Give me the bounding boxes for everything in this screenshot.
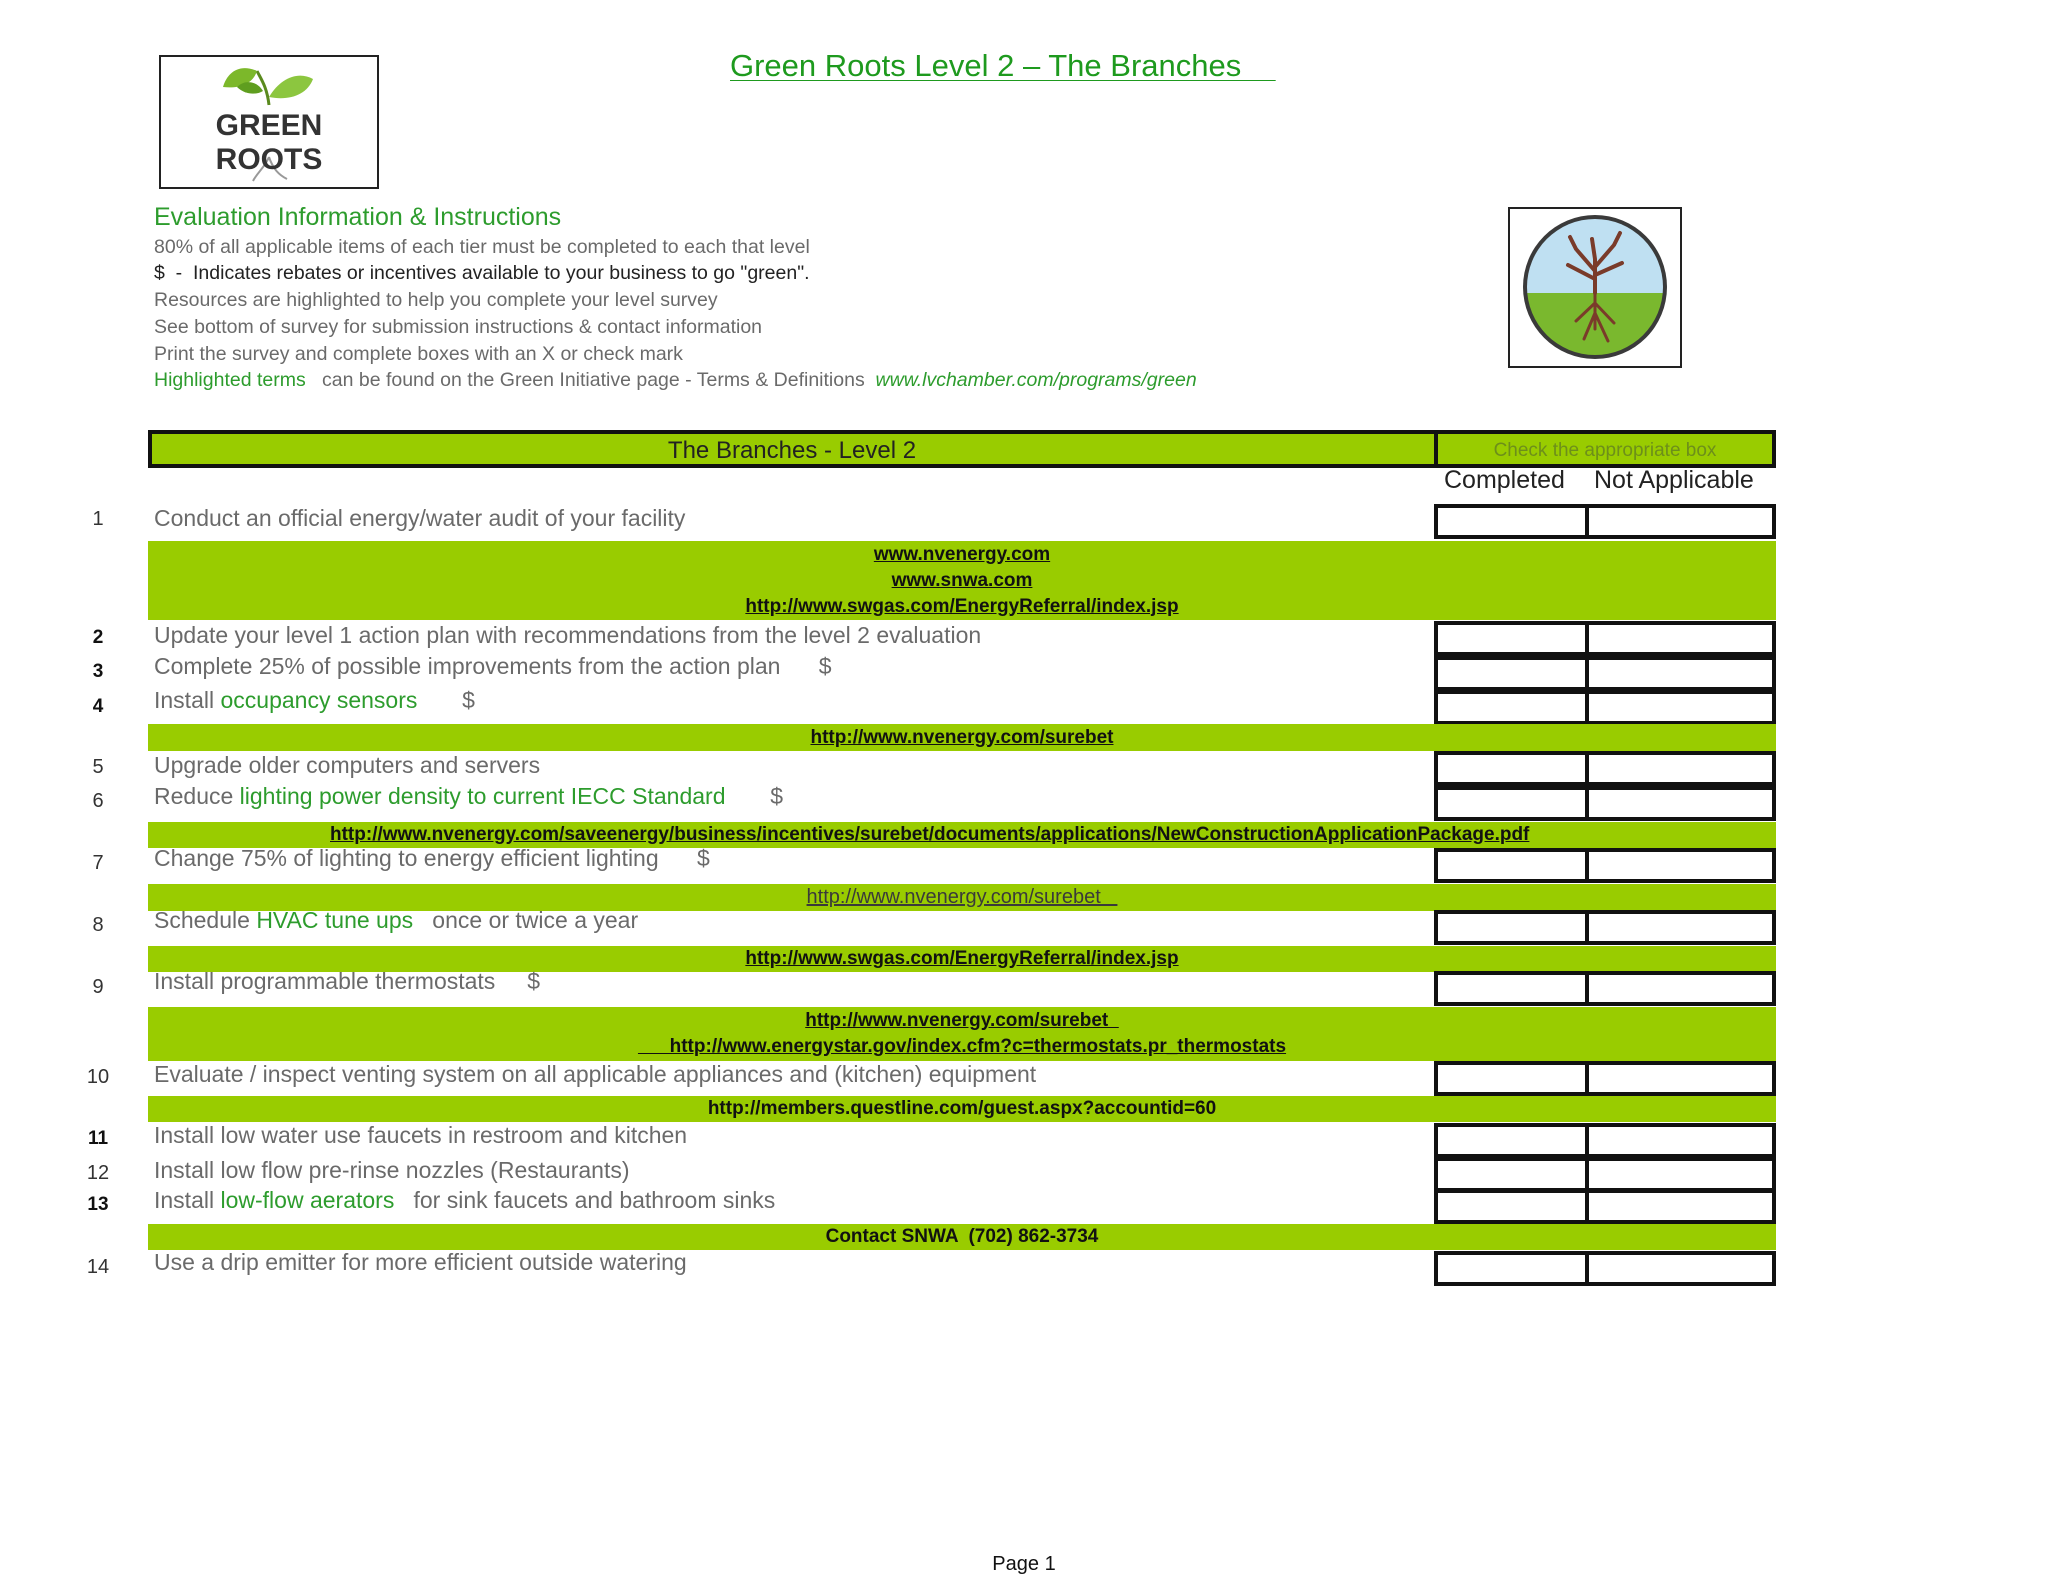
checkbox-pair bbox=[1434, 504, 1776, 539]
resource-link[interactable]: http://www.swgas.com/EnergyReferral/index.jsp bbox=[745, 948, 1179, 969]
completed-checkbox[interactable] bbox=[1434, 690, 1589, 725]
not-applicable-checkbox[interactable] bbox=[1585, 910, 1776, 945]
item-number: 13 bbox=[87, 1194, 109, 1215]
not-applicable-checkbox[interactable] bbox=[1585, 656, 1776, 691]
item-number: 9 bbox=[92, 976, 104, 998]
checklist-item: Install low-flow aerators for sink faucets and bathroom sinks bbox=[154, 1187, 776, 1213]
checklist-item: Install low water use faucets in restroom and kitchen bbox=[154, 1122, 688, 1148]
instruction-line: See bottom of survey for submission instructions & contact information bbox=[154, 316, 763, 338]
checkbox-pair bbox=[1434, 1157, 1776, 1192]
completed-checkbox[interactable] bbox=[1434, 1251, 1589, 1286]
not-applicable-checkbox[interactable] bbox=[1585, 848, 1776, 883]
item-number: 14 bbox=[86, 1256, 110, 1278]
checkbox-pair bbox=[1434, 910, 1776, 945]
not-applicable-checkbox[interactable] bbox=[1585, 751, 1776, 786]
checklist-item: Install programmable thermostats $ bbox=[154, 968, 541, 994]
completed-checkbox[interactable] bbox=[1434, 621, 1589, 656]
highlighted-term: occupancy sensors bbox=[220, 687, 418, 713]
green-roots-logo bbox=[159, 55, 379, 189]
item-number: 11 bbox=[87, 1128, 109, 1149]
checkbox-pair bbox=[1434, 848, 1776, 883]
item-number: 4 bbox=[92, 696, 104, 717]
completed-checkbox[interactable] bbox=[1434, 1189, 1589, 1224]
checkbox-pair bbox=[1434, 1251, 1776, 1286]
not-applicable-checkbox[interactable] bbox=[1585, 1123, 1776, 1158]
item-number: 7 bbox=[92, 852, 104, 874]
not-applicable-checkbox[interactable] bbox=[1585, 1061, 1776, 1096]
page-number: Page 1 bbox=[992, 1553, 1056, 1575]
instructions-heading: Evaluation Information & Instructions bbox=[154, 203, 562, 231]
not-applicable-checkbox[interactable] bbox=[1585, 1251, 1776, 1286]
completed-checkbox[interactable] bbox=[1434, 656, 1589, 691]
completed-checkbox[interactable] bbox=[1434, 1061, 1589, 1096]
instruction-text: can be found on the Green Initiative page - Terms & Definitions bbox=[305, 369, 876, 391]
not-applicable-checkbox[interactable] bbox=[1585, 971, 1776, 1006]
checkbox-pair bbox=[1434, 656, 1776, 691]
checklist-item: Upgrade older computers and servers bbox=[154, 752, 541, 778]
completed-checkbox[interactable] bbox=[1434, 910, 1589, 945]
item-number: 5 bbox=[92, 756, 104, 778]
table-title: The Branches - Level 2 bbox=[667, 437, 917, 464]
instruction-line: $ - Indicates rebates or incentives available to your business to go "green". bbox=[154, 262, 810, 284]
checklist-item: Schedule HVAC tune ups once or twice a year bbox=[154, 907, 639, 933]
instruction-line bbox=[154, 369, 1197, 392]
not-applicable-checkbox[interactable] bbox=[1585, 690, 1776, 725]
resource-links bbox=[148, 1096, 1776, 1122]
contact-band bbox=[148, 1224, 1776, 1250]
checklist-item: Conduct an official energy/water audit of your facility bbox=[154, 505, 686, 531]
resource-link[interactable]: http://www.energystar.gov/index.cfm?c=thermostats.pr_thermostats bbox=[637, 1036, 1287, 1057]
checkbox-pair bbox=[1434, 971, 1776, 1006]
completed-checkbox[interactable] bbox=[1434, 786, 1589, 821]
snwa-contact: Contact SNWA (702) 862-3734 bbox=[825, 1226, 1099, 1247]
checkbox-pair bbox=[1434, 690, 1776, 725]
checklist-item: Update your level 1 action plan with recommendations from the level 2 evaluation bbox=[154, 622, 982, 648]
checkbox-pair bbox=[1434, 1061, 1776, 1096]
completed-column-header: Completed bbox=[1444, 466, 1565, 494]
not-applicable-checkbox[interactable] bbox=[1585, 504, 1776, 539]
logo-text: GREEN ROOTS bbox=[215, 109, 323, 176]
checklist-item: Evaluate / inspect venting system on all applicable appliances and (kitchen) equipment bbox=[154, 1061, 1037, 1087]
item-number: 12 bbox=[86, 1162, 110, 1184]
completed-checkbox[interactable] bbox=[1434, 751, 1589, 786]
checkbox-pair bbox=[1434, 786, 1776, 821]
tree-emblem bbox=[1508, 207, 1682, 368]
resource-links bbox=[148, 541, 1776, 620]
item-number: 8 bbox=[92, 914, 104, 936]
highlighted-term: low-flow aerators bbox=[220, 1187, 395, 1213]
checkbox-pair bbox=[1434, 621, 1776, 656]
checklist-item: Complete 25% of possible improvements from the action plan $ bbox=[154, 653, 832, 679]
resource-link[interactable]: http://members.questline.com/guest.aspx?accountid=60 bbox=[707, 1098, 1217, 1119]
not-applicable-checkbox[interactable] bbox=[1585, 786, 1776, 821]
completed-checkbox[interactable] bbox=[1434, 1157, 1589, 1192]
tree-icon bbox=[1510, 209, 1680, 366]
item-number: 2 bbox=[92, 627, 104, 648]
item-number: 6 bbox=[92, 790, 104, 812]
checkbox-pair bbox=[1434, 1123, 1776, 1158]
not-applicable-checkbox[interactable] bbox=[1585, 621, 1776, 656]
item-number: 10 bbox=[86, 1066, 110, 1088]
not-applicable-checkbox[interactable] bbox=[1585, 1189, 1776, 1224]
resource-link[interactable]: http://www.nvenergy.com/surebet bbox=[810, 726, 1114, 748]
checklist-item: Install occupancy sensors $ bbox=[154, 687, 475, 713]
resource-link[interactable]: www.snwa.com bbox=[891, 569, 1033, 591]
highlighted-term: HVAC tune ups bbox=[256, 907, 414, 933]
completed-checkbox[interactable] bbox=[1434, 971, 1589, 1006]
completed-checkbox[interactable] bbox=[1434, 1123, 1589, 1158]
checklist-item: Change 75% of lighting to energy efficient lighting $ bbox=[154, 845, 710, 871]
page-title: Green Roots Level 2 – The Branches bbox=[730, 48, 1276, 83]
instruction-line: Print the survey and complete boxes with an X or check mark bbox=[154, 343, 683, 365]
resource-link[interactable]: http://www.nvenergy.com/surebet bbox=[805, 1010, 1119, 1031]
instruction-line: Resources are highlighted to help you complete your level survey bbox=[154, 289, 718, 311]
resource-links bbox=[148, 1007, 1776, 1061]
table-header bbox=[148, 430, 1776, 468]
resource-link[interactable]: http://www.nvenergy.com/saveenergy/business/incentives/surebet/documents/applications/NewConstructionApplicationPackage.pdf bbox=[330, 824, 1530, 845]
checkbox-pair bbox=[1434, 751, 1776, 786]
green-initiative-link[interactable]: www.lvchamber.com/programs/green bbox=[875, 369, 1197, 391]
highlighted-term: lighting power density to current IECC Standard bbox=[239, 783, 726, 809]
item-number: 3 bbox=[92, 661, 104, 682]
checkbox-pair bbox=[1434, 1189, 1776, 1224]
completed-checkbox[interactable] bbox=[1434, 504, 1589, 539]
checklist-item: Install low flow pre-rinse nozzles (Restaurants) bbox=[154, 1157, 630, 1183]
resource-link[interactable]: www.nvenergy.com bbox=[873, 543, 1051, 565]
completed-checkbox[interactable] bbox=[1434, 848, 1589, 883]
not-applicable-checkbox[interactable] bbox=[1585, 1157, 1776, 1192]
check-instruction: Check the appropriate box bbox=[1493, 440, 1717, 461]
checklist-item: Reduce lighting power density to current IECC Standard $ bbox=[154, 783, 784, 809]
resource-link[interactable]: http://www.swgas.com/EnergyReferral/index.jsp bbox=[745, 595, 1179, 617]
item-number: 1 bbox=[92, 508, 104, 530]
highlighted-terms-label: Highlighted terms bbox=[154, 369, 306, 391]
resource-links bbox=[148, 724, 1776, 751]
resource-link[interactable]: http://www.nvenergy.com/surebet bbox=[806, 886, 1118, 908]
not-applicable-column-header: Not Applicable bbox=[1594, 466, 1754, 494]
checklist-item: Use a drip emitter for more efficient outside watering bbox=[154, 1249, 687, 1275]
instruction-line: 80% of all applicable items of each tier must be completed to each that level bbox=[154, 236, 810, 258]
